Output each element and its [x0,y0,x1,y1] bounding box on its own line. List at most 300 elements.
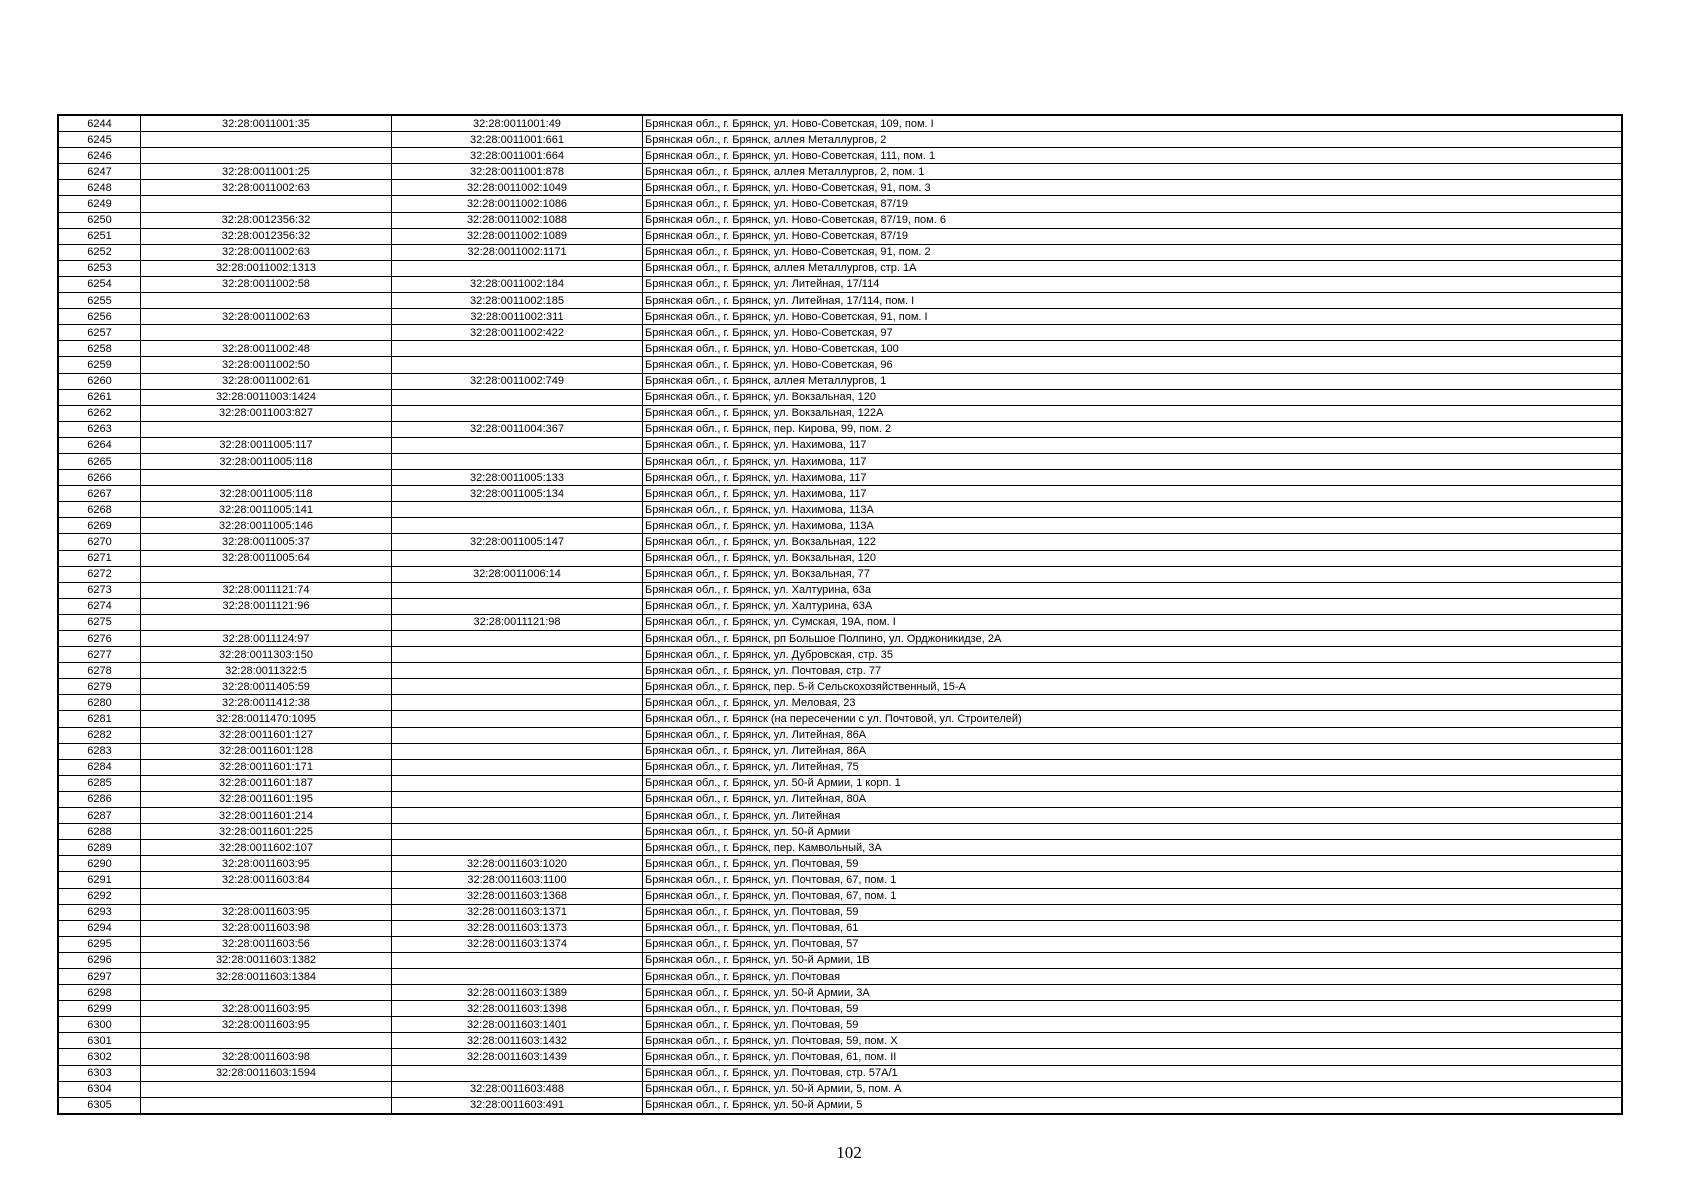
table-row [58,115,1622,132]
table-row [58,985,1622,1001]
table-row [58,695,1622,711]
land-cadastral-number-cell: 32:28:0011603:98 [141,1049,392,1065]
table-row [58,968,1622,984]
object-cadastral-number-cell [392,598,643,614]
address-cell: Брянская обл., г. Брянск, ул. Литейная, 80А [643,791,1623,807]
object-cadastral-number-cell: 32:28:0011002:1171 [392,244,643,260]
address-cell: Брянская обл., г. Брянск, ул. Литейная, 86А [643,743,1623,759]
object-cadastral-number-cell: 32:28:0011603:1389 [392,985,643,1001]
object-cadastral-number-cell: 32:28:0011002:1089 [392,228,643,244]
land-cadastral-number-cell [141,888,392,904]
table-row [58,808,1622,824]
table-row [58,470,1622,486]
land-cadastral-number-cell [141,148,392,164]
table-row [58,132,1622,148]
land-cadastral-number-cell: 32:28:0011603:98 [141,920,392,936]
registry-table-body [58,115,1622,1114]
object-cadastral-number-cell [392,695,643,711]
land-cadastral-number-cell [141,1081,392,1097]
table-row [58,437,1622,453]
table-row [58,228,1622,244]
land-cadastral-number-cell: 32:28:0011003:827 [141,405,392,421]
address-cell: Брянская обл., г. Брянск, ул. Ново-Советская, 91, пом. 3 [643,180,1623,196]
land-cadastral-number-cell: 32:28:0011601:225 [141,824,392,840]
address-cell: Брянская обл., г. Брянск, ул. Нахимова, 113А [643,518,1623,534]
address-cell: Брянская обл., г. Брянск, ул. Нахимова, 117 [643,470,1623,486]
object-cadastral-number-cell [392,502,643,518]
address-cell: Брянская обл., г. Брянск, аллея Металлургов, 2 [643,132,1623,148]
address-cell: Брянская обл., г. Брянск, ул. Ново-Советская, 91, пом. I [643,309,1623,325]
object-cadastral-number-cell: 32:28:0011005:133 [392,470,643,486]
object-cadastral-number-cell: 32:28:0011603:1374 [392,936,643,952]
table-row [58,582,1622,598]
object-cadastral-number-cell: 32:28:0011002:749 [392,373,643,389]
row-number-cell: 6277 [58,647,141,663]
row-number-cell: 6255 [58,293,141,309]
land-cadastral-number-cell [141,132,392,148]
address-cell: Брянская обл., г. Брянск, ул. Ново-Советская, 97 [643,325,1623,341]
address-cell: Брянская обл., г. Брянск, ул. Почтовая, 67, пом. 1 [643,872,1623,888]
land-cadastral-number-cell: 32:28:0011603:95 [141,904,392,920]
address-cell: Брянская обл., г. Брянск, ул. Почтовая [643,968,1623,984]
land-cadastral-number-cell: 32:28:0011601:128 [141,743,392,759]
row-number-cell: 6244 [58,115,141,132]
land-cadastral-number-cell [141,985,392,1001]
address-cell: Брянская обл., г. Брянск, ул. 50-й Армии, 5 [643,1097,1623,1114]
table-row [58,840,1622,856]
row-number-cell: 6254 [58,276,141,292]
table-row [58,534,1622,550]
row-number-cell: 6264 [58,437,141,453]
row-number-cell: 6247 [58,164,141,180]
row-number-cell: 6267 [58,486,141,502]
row-number-cell: 6250 [58,212,141,228]
table-row [58,502,1622,518]
object-cadastral-number-cell: 32:28:0011603:488 [392,1081,643,1097]
address-cell: Брянская обл., г. Брянск, пер. Камвольный, 3А [643,840,1623,856]
row-number-cell: 6299 [58,1001,141,1017]
land-cadastral-number-cell: 32:28:0011005:37 [141,534,392,550]
table-row [58,1001,1622,1017]
address-cell: Брянская обл., г. Брянск, ул. Нахимова, 117 [643,453,1623,469]
row-number-cell: 6257 [58,325,141,341]
table-row [58,148,1622,164]
table-row [58,421,1622,437]
table-row [58,711,1622,727]
row-number-cell: 6269 [58,518,141,534]
address-cell: Брянская обл., г. Брянск, ул. Ново-Советская, 87/19, пом. 6 [643,212,1623,228]
address-cell: Брянская обл., г. Брянск, ул. Ново-Советская, 87/19 [643,196,1623,212]
land-cadastral-number-cell [141,196,392,212]
row-number-cell: 6249 [58,196,141,212]
table-row [58,856,1622,872]
object-cadastral-number-cell [392,389,643,405]
row-number-cell: 6272 [58,566,141,582]
row-number-cell: 6284 [58,759,141,775]
address-cell: Брянская обл., г. Брянск, ул. Ново-Советская, 109, пом. I [643,115,1623,132]
table-row [58,1097,1622,1114]
row-number-cell: 6280 [58,695,141,711]
land-cadastral-number-cell [141,325,392,341]
address-cell: Брянская обл., г. Брянск, ул. Почтовая, 59 [643,856,1623,872]
address-cell: Брянская обл., г. Брянск, ул. Почтовая, стр. 77 [643,663,1623,679]
land-cadastral-number-cell: 32:28:0011603:1594 [141,1065,392,1081]
row-number-cell: 6282 [58,727,141,743]
object-cadastral-number-cell: 32:28:0011603:1439 [392,1049,643,1065]
table-row [58,325,1622,341]
land-cadastral-number-cell [141,421,392,437]
address-cell: Брянская обл., г. Брянск, ул. Вокзальная, 122А [643,405,1623,421]
table-row [58,550,1622,566]
land-cadastral-number-cell: 32:28:0011002:1313 [141,260,392,276]
row-number-cell: 6296 [58,952,141,968]
address-cell: Брянская обл., г. Брянск, аллея Металлургов, 2, пом. 1 [643,164,1623,180]
object-cadastral-number-cell: 32:28:0011002:184 [392,276,643,292]
address-cell: Брянская обл., г. Брянск, ул. 50-й Армии, 1 корп. 1 [643,775,1623,791]
address-cell: Брянская обл., г. Брянск, ул. Вокзальная, 120 [643,389,1623,405]
object-cadastral-number-cell [392,341,643,357]
row-number-cell: 6271 [58,550,141,566]
row-number-cell: 6304 [58,1081,141,1097]
object-cadastral-number-cell: 32:28:0011006:14 [392,566,643,582]
table-row [58,631,1622,647]
table-row [58,244,1622,260]
table-row [58,405,1622,421]
address-cell: Брянская обл., г. Брянск, ул. 50-й Армии, 5, пом. А [643,1081,1623,1097]
address-cell: Брянская обл., г. Брянск, ул. Почтовая, 59 [643,1017,1623,1033]
land-cadastral-number-cell: 32:28:0011603:1382 [141,952,392,968]
address-cell: Брянская обл., г. Брянск, ул. Литейная [643,808,1623,824]
address-cell: Брянская обл., г. Брянск, ул. Литейная, 75 [643,759,1623,775]
land-cadastral-number-cell: 32:28:0011005:117 [141,437,392,453]
land-cadastral-number-cell: 32:28:0011005:118 [141,453,392,469]
table-row [58,759,1622,775]
table-row [58,164,1622,180]
object-cadastral-number-cell [392,791,643,807]
row-number-cell: 6300 [58,1017,141,1033]
land-cadastral-number-cell: 32:28:0011003:1424 [141,389,392,405]
object-cadastral-number-cell [392,711,643,727]
address-cell: Брянская обл., г. Брянск, рп Большое Полпино, ул. Орджоникидзе, 2А [643,631,1623,647]
land-cadastral-number-cell: 32:28:0011002:58 [141,276,392,292]
table-row [58,872,1622,888]
object-cadastral-number-cell [392,663,643,679]
land-cadastral-number-cell [141,1033,392,1049]
object-cadastral-number-cell: 32:28:0011603:1373 [392,920,643,936]
table-row [58,598,1622,614]
address-cell: Брянская обл., г. Брянск, ул. Нахимова, 117 [643,486,1623,502]
row-number-cell: 6246 [58,148,141,164]
table-row [58,824,1622,840]
object-cadastral-number-cell: 32:28:0011001:49 [392,115,643,132]
land-cadastral-number-cell: 32:28:0011603:56 [141,936,392,952]
address-cell: Брянская обл., г. Брянск, ул. 50-й Армии, 1В [643,952,1623,968]
object-cadastral-number-cell: 32:28:0011001:664 [392,148,643,164]
address-cell: Брянская обл., г. Брянск, ул. Вокзальная, 122 [643,534,1623,550]
row-number-cell: 6276 [58,631,141,647]
address-cell: Брянская обл., г. Брянск, ул. Почтовая, 61, пом. II [643,1049,1623,1065]
row-number-cell: 6305 [58,1097,141,1114]
table-row [58,196,1622,212]
row-number-cell: 6279 [58,679,141,695]
table-row [58,373,1622,389]
object-cadastral-number-cell: 32:28:0011603:1100 [392,872,643,888]
land-cadastral-number-cell: 32:28:0011601:187 [141,775,392,791]
address-cell: Брянская обл., г. Брянск, пер. Кирова, 99, пом. 2 [643,421,1623,437]
land-cadastral-number-cell: 32:28:0011412:38 [141,695,392,711]
row-number-cell: 6262 [58,405,141,421]
land-cadastral-number-cell: 32:28:0011002:61 [141,373,392,389]
land-cadastral-number-cell: 32:28:0011601:214 [141,808,392,824]
row-number-cell: 6252 [58,244,141,260]
address-cell: Брянская обл., г. Брянск, пер. 5-й Сельскохозяйственный, 15-А [643,679,1623,695]
object-cadastral-number-cell: 32:28:0011603:1398 [392,1001,643,1017]
object-cadastral-number-cell: 32:28:0011002:185 [392,293,643,309]
address-cell: Брянская обл., г. Брянск, ул. Почтовая, 57 [643,936,1623,952]
table-row [58,357,1622,373]
table-row [58,679,1622,695]
row-number-cell: 6248 [58,180,141,196]
table-row [58,212,1622,228]
object-cadastral-number-cell: 32:28:0011002:311 [392,309,643,325]
land-cadastral-number-cell: 32:28:0011601:195 [141,791,392,807]
land-cadastral-number-cell: 32:28:0011603:95 [141,1017,392,1033]
row-number-cell: 6260 [58,373,141,389]
table-row [58,727,1622,743]
land-cadastral-number-cell: 32:28:0011303:150 [141,647,392,663]
row-number-cell: 6298 [58,985,141,1001]
land-cadastral-number-cell: 32:28:0011005:141 [141,502,392,518]
row-number-cell: 6290 [58,856,141,872]
object-cadastral-number-cell [392,518,643,534]
object-cadastral-number-cell: 32:28:0011002:1088 [392,212,643,228]
table-row [58,952,1622,968]
row-number-cell: 6287 [58,808,141,824]
object-cadastral-number-cell [392,405,643,421]
object-cadastral-number-cell [392,453,643,469]
property-registry-table [57,114,1623,1115]
land-cadastral-number-cell: 32:28:0011603:95 [141,856,392,872]
object-cadastral-number-cell: 32:28:0011121:98 [392,614,643,630]
row-number-cell: 6273 [58,582,141,598]
row-number-cell: 6295 [58,936,141,952]
table-row [58,791,1622,807]
object-cadastral-number-cell [392,808,643,824]
address-cell: Брянская обл., г. Брянск, ул. Почтовая, 67, пом. 1 [643,888,1623,904]
object-cadastral-number-cell [392,679,643,695]
table-row [58,936,1622,952]
address-cell: Брянская обл., г. Брянск, ул. Почтовая, 59 [643,904,1623,920]
object-cadastral-number-cell [392,840,643,856]
land-cadastral-number-cell: 32:28:0011005:146 [141,518,392,534]
object-cadastral-number-cell: 32:28:0011603:1371 [392,904,643,920]
table-row [58,1081,1622,1097]
land-cadastral-number-cell: 32:28:0011001:35 [141,115,392,132]
address-cell: Брянская обл., г. Брянск (на пересечении с ул. Почтовой, ул. Строителей) [643,711,1623,727]
row-number-cell: 6265 [58,453,141,469]
object-cadastral-number-cell: 32:28:0011002:422 [392,325,643,341]
address-cell: Брянская обл., г. Брянск, ул. Халтурина, 63а [643,582,1623,598]
row-number-cell: 6294 [58,920,141,936]
row-number-cell: 6283 [58,743,141,759]
row-number-cell: 6256 [58,309,141,325]
object-cadastral-number-cell [392,743,643,759]
land-cadastral-number-cell [141,566,392,582]
address-cell: Брянская обл., г. Брянск, ул. Меловая, 23 [643,695,1623,711]
row-number-cell: 6251 [58,228,141,244]
row-number-cell: 6275 [58,614,141,630]
land-cadastral-number-cell: 32:28:0011121:96 [141,598,392,614]
address-cell: Брянская обл., г. Брянск, ул. Почтовая, 59, пом. X [643,1033,1623,1049]
object-cadastral-number-cell: 32:28:0011005:147 [392,534,643,550]
address-cell: Брянская обл., г. Брянск, аллея Металлургов, 1 [643,373,1623,389]
table-row [58,309,1622,325]
address-cell: Брянская обл., г. Брянск, ул. Ново-Советская, 87/19 [643,228,1623,244]
object-cadastral-number-cell [392,631,643,647]
row-number-cell: 6302 [58,1049,141,1065]
land-cadastral-number-cell: 32:28:0012356:32 [141,212,392,228]
land-cadastral-number-cell [141,1097,392,1114]
land-cadastral-number-cell: 32:28:0011002:63 [141,309,392,325]
object-cadastral-number-cell: 32:28:0011603:1368 [392,888,643,904]
address-cell: Брянская обл., г. Брянск, ул. Ново-Советская, 96 [643,357,1623,373]
table-row [58,1049,1622,1065]
row-number-cell: 6281 [58,711,141,727]
object-cadastral-number-cell: 32:28:0011603:1020 [392,856,643,872]
address-cell: Брянская обл., г. Брянск, ул. 50-й Армии [643,824,1623,840]
object-cadastral-number-cell [392,775,643,791]
table-row [58,1033,1622,1049]
row-number-cell: 6292 [58,888,141,904]
row-number-cell: 6278 [58,663,141,679]
land-cadastral-number-cell: 32:28:0011002:50 [141,357,392,373]
row-number-cell: 6268 [58,502,141,518]
table-row [58,453,1622,469]
table-row [58,341,1622,357]
land-cadastral-number-cell: 32:28:0011002:63 [141,244,392,260]
object-cadastral-number-cell: 32:28:0011002:1086 [392,196,643,212]
address-cell: Брянская обл., г. Брянск, ул. Ново-Советская, 91, пом. 2 [643,244,1623,260]
row-number-cell: 6288 [58,824,141,840]
land-cadastral-number-cell: 32:28:0011601:171 [141,759,392,775]
row-number-cell: 6270 [58,534,141,550]
address-cell: Брянская обл., г. Брянск, ул. Почтовая, 59 [643,1001,1623,1017]
table-row [58,904,1622,920]
table-row [58,614,1622,630]
address-cell: Брянская обл., г. Брянск, аллея Металлургов, стр. 1А [643,260,1623,276]
object-cadastral-number-cell [392,357,643,373]
row-number-cell: 6258 [58,341,141,357]
address-cell: Брянская обл., г. Брянск, ул. Литейная, 86А [643,727,1623,743]
row-number-cell: 6293 [58,904,141,920]
land-cadastral-number-cell: 32:28:0011001:25 [141,164,392,180]
address-cell: Брянская обл., г. Брянск, ул. Нахимова, 117 [643,437,1623,453]
land-cadastral-number-cell: 32:28:0011322:5 [141,663,392,679]
land-cadastral-number-cell: 32:28:0011602:107 [141,840,392,856]
land-cadastral-number-cell [141,614,392,630]
row-number-cell: 6253 [58,260,141,276]
land-cadastral-number-cell: 32:28:0011405:59 [141,679,392,695]
object-cadastral-number-cell: 32:28:0011603:1432 [392,1033,643,1049]
row-number-cell: 6297 [58,968,141,984]
row-number-cell: 6261 [58,389,141,405]
table-row [58,260,1622,276]
land-cadastral-number-cell: 32:28:0011121:74 [141,582,392,598]
object-cadastral-number-cell [392,952,643,968]
table-row [58,518,1622,534]
object-cadastral-number-cell [392,550,643,566]
address-cell: Брянская обл., г. Брянск, ул. Нахимова, 113А [643,502,1623,518]
address-cell: Брянская обл., г. Брянск, ул. Почтовая, стр. 57А/1 [643,1065,1623,1081]
address-cell: Брянская обл., г. Брянск, ул. Почтовая, 61 [643,920,1623,936]
object-cadastral-number-cell: 32:28:0011001:878 [392,164,643,180]
address-cell: Брянская обл., г. Брянск, ул. Вокзальная, 120 [643,550,1623,566]
table-row [58,647,1622,663]
address-cell: Брянская обл., г. Брянск, ул. Ново-Советская, 111, пом. 1 [643,148,1623,164]
land-cadastral-number-cell: 32:28:0011002:48 [141,341,392,357]
land-cadastral-number-cell: 32:28:0011601:127 [141,727,392,743]
land-cadastral-number-cell: 32:28:0011470:1095 [141,711,392,727]
address-cell: Брянская обл., г. Брянск, ул. Литейная, 17/114, пом. I [643,293,1623,309]
row-number-cell: 6301 [58,1033,141,1049]
object-cadastral-number-cell: 32:28:0011004:367 [392,421,643,437]
land-cadastral-number-cell: 32:28:0011005:64 [141,550,392,566]
object-cadastral-number-cell [392,824,643,840]
row-number-cell: 6245 [58,132,141,148]
row-number-cell: 6266 [58,470,141,486]
row-number-cell: 6303 [58,1065,141,1081]
object-cadastral-number-cell [392,582,643,598]
table-row [58,775,1622,791]
land-cadastral-number-cell: 32:28:0011603:84 [141,872,392,888]
object-cadastral-number-cell [392,1065,643,1081]
address-cell: Брянская обл., г. Брянск, ул. Дубровская, стр. 35 [643,647,1623,663]
object-cadastral-number-cell: 32:28:0011002:1049 [392,180,643,196]
table-row [58,1065,1622,1081]
row-number-cell: 6274 [58,598,141,614]
table-row [58,566,1622,582]
table-row [58,920,1622,936]
address-cell: Брянская обл., г. Брянск, ул. 50-й Армии, 3А [643,985,1623,1001]
table-row [58,743,1622,759]
land-cadastral-number-cell: 32:28:0011603:95 [141,1001,392,1017]
object-cadastral-number-cell [392,260,643,276]
table-row [58,1017,1622,1033]
address-cell: Брянская обл., г. Брянск, ул. Сумская, 19А, пом. I [643,614,1623,630]
object-cadastral-number-cell [392,727,643,743]
land-cadastral-number-cell: 32:28:0011603:1384 [141,968,392,984]
table-row [58,486,1622,502]
object-cadastral-number-cell: 32:28:0011005:134 [392,486,643,502]
address-cell: Брянская обл., г. Брянск, ул. Халтурина, 63А [643,598,1623,614]
row-number-cell: 6289 [58,840,141,856]
row-number-cell: 6259 [58,357,141,373]
land-cadastral-number-cell: 32:28:0011002:63 [141,180,392,196]
land-cadastral-number-cell [141,470,392,486]
row-number-cell: 6291 [58,872,141,888]
address-cell: Брянская обл., г. Брянск, ул. Литейная, 17/114 [643,276,1623,292]
land-cadastral-number-cell: 32:28:0011124:97 [141,631,392,647]
land-cadastral-number-cell: 32:28:0011005:118 [141,486,392,502]
address-cell: Брянская обл., г. Брянск, ул. Вокзальная, 77 [643,566,1623,582]
row-number-cell: 6263 [58,421,141,437]
row-number-cell: 6285 [58,775,141,791]
table-row [58,276,1622,292]
table-row [58,293,1622,309]
table-row [58,389,1622,405]
land-cadastral-number-cell [141,293,392,309]
table-row [58,888,1622,904]
